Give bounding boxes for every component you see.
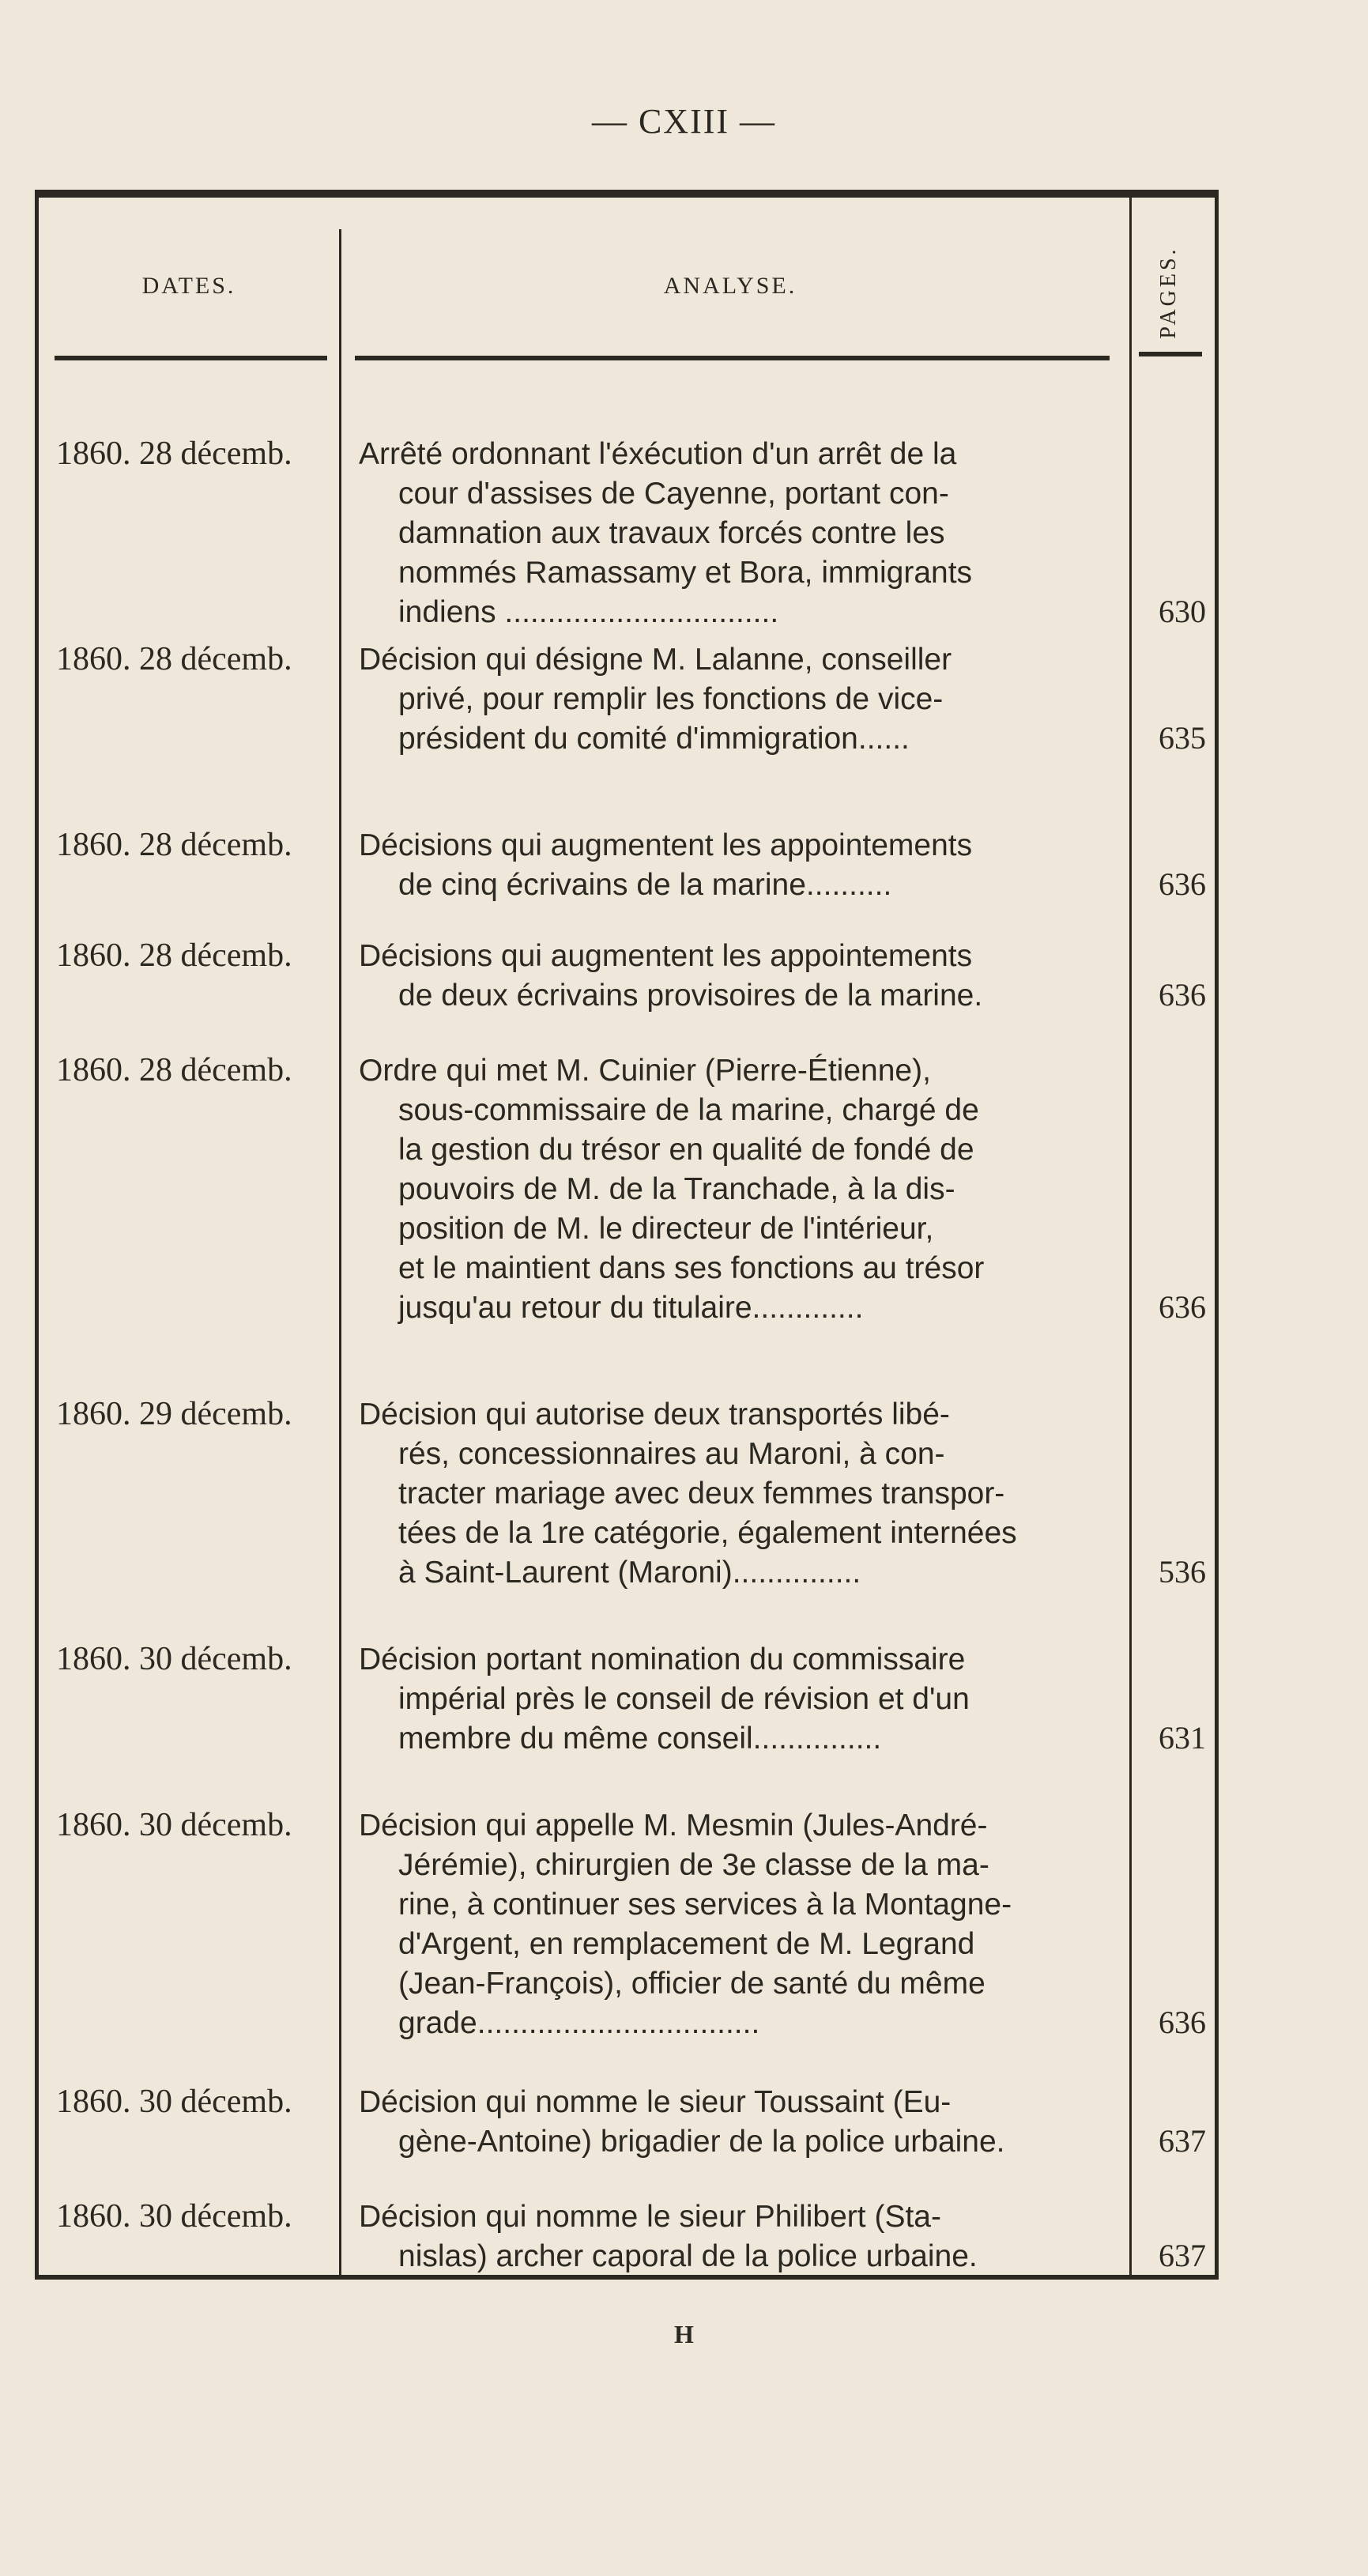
analysis-line: président du comité d'immigration...... (398, 722, 910, 756)
analysis-line: d'Argent, en remplacement de M. Legrand (398, 1927, 975, 1961)
analyse-header: ANALYSE. (663, 273, 797, 299)
entry-analysis (359, 2083, 1114, 2162)
analysis-line: Arrêté ordonnant l'éxécution d'un arrêt de la (359, 437, 957, 471)
entry-analysis (359, 1806, 1114, 2043)
analysis-line: grade................................. (398, 2006, 760, 2040)
analysis-line: impérial près le conseil de révision et d'un (398, 1682, 970, 1716)
entry-analysis (359, 1395, 1114, 1593)
analysis-line: et le maintient dans ses fonctions au trésor (398, 1251, 985, 1285)
entry-page-number: 636 (1159, 866, 1206, 902)
entry-analysis (359, 1640, 1114, 1759)
pages-header (1129, 217, 1208, 364)
analysis-line: position de M. le directeur de l'intérieur, (398, 1212, 934, 1246)
entry-page-number: 636 (1159, 977, 1206, 1013)
entry-page-number: 636 (1159, 1289, 1206, 1325)
analysis-line: de cinq écrivains de la marine.......... (398, 868, 892, 902)
analysis-line: Décision qui nomme le sieur Toussaint (Eu- (359, 2085, 952, 2119)
entry-date: 1860. 28 décemb. (56, 1052, 292, 1088)
dates-header-rule (55, 356, 327, 360)
analysis-line: membre du même conseil............... (398, 1722, 882, 1756)
entry-date: 1860. 28 décemb. (56, 436, 292, 472)
entry-page-number: 637 (1159, 2238, 1206, 2273)
entry-page-number: 536 (1159, 1554, 1206, 1590)
analysis-line: Décision portant nomination du commissaire (359, 1643, 966, 1676)
entry-date: 1860. 28 décemb. (56, 827, 292, 863)
entry-analysis (359, 2197, 1114, 2276)
entry-page-number: 631 (1159, 1720, 1206, 1756)
analysis-line: Décision qui appelle M. Mesmin (Jules-André- (359, 1808, 988, 1842)
analysis-line: rés, concessionnaires au Maroni, à con- (398, 1437, 945, 1471)
entry-analysis (359, 435, 1114, 632)
entry-page-number: 630 (1159, 594, 1206, 629)
entry-date: 1860. 28 décemb. (56, 937, 292, 974)
entry-analysis (359, 826, 1114, 905)
entry-date: 1860. 28 décemb. (56, 641, 292, 677)
entry-page-number: 635 (1159, 720, 1206, 756)
entry-date: 1860. 30 décemb. (56, 2198, 292, 2235)
analysis-line: tracter mariage avec deux femmes transpor- (398, 1477, 1005, 1511)
analysis-line: Jérémie), chirurgien de 3e classe de la ma- (398, 1848, 989, 1882)
analysis-line: tées de la 1re catégorie, également internées (398, 1516, 1017, 1550)
analysis-line: pouvoirs de M. de la Tranchade, à la dis- (398, 1172, 955, 1206)
analysis-line: Décision qui nomme le sieur Philibert (Sta- (359, 2200, 941, 2234)
entry-analysis (359, 1051, 1114, 1328)
dates-header: DATES. (141, 273, 236, 299)
pages-column-divider (1129, 198, 1132, 2275)
analysis-line: cour d'assises de Cayenne, portant con- (398, 477, 949, 511)
entry-analysis (359, 640, 1114, 759)
analysis-line: sous-commissaire de la marine, chargé de (398, 1093, 979, 1127)
entry-date: 1860. 30 décemb. (56, 1641, 292, 1677)
entry-date: 1860. 29 décemb. (56, 1396, 292, 1432)
pages-header-rule (1139, 352, 1202, 356)
entry-page-number: 637 (1159, 2123, 1206, 2159)
entry-date: 1860. 30 décemb. (56, 1807, 292, 1843)
analysis-line: indiens ................................ (398, 595, 779, 629)
analysis-line: nislas) archer caporal de la police urbaine. (398, 2239, 978, 2273)
pages-header-label: PAGES. (1156, 246, 1181, 339)
analysis-line: de deux écrivains provisoires de la marine. (398, 979, 983, 1013)
analysis-line: Ordre qui met M. Cuinier (Pierre-Étienne), (359, 1054, 931, 1088)
analyse-header-rule (355, 356, 1110, 360)
analysis-line: damnation aux travaux forcés contre les (398, 516, 945, 550)
page-number: — CXIII — (591, 102, 777, 141)
analysis-line: rine, à continuer ses services à la Montagne- (398, 1888, 1012, 1922)
entry-page-number: 636 (1159, 2005, 1206, 2040)
analysis-line: gène-Antoine) brigadier de la police urbaine. (398, 2125, 1005, 2159)
analysis-line: Décision qui autorise deux transportés libé- (359, 1397, 950, 1431)
analysis-line: Décisions qui augmentent les appointements (359, 828, 973, 862)
analysis-line: jusqu'au retour du titulaire............. (398, 1291, 864, 1325)
dates-column-divider (339, 229, 341, 2275)
entry-analysis (359, 937, 1114, 1016)
analysis-line: privé, pour remplir les fonctions de vice- (398, 682, 944, 716)
entry-date: 1860. 30 décemb. (56, 2084, 292, 2120)
analysis-line: Décisions qui augmentent les appointements (359, 939, 973, 973)
analysis-line: Décision qui désigne M. Lalanne, conseiller (359, 643, 952, 677)
analysis-line: nommés Ramassamy et Bora, immigrants (398, 556, 973, 590)
analysis-line: (Jean-François), officier de santé du même (398, 1967, 985, 2001)
signature-mark: H (674, 2320, 694, 2348)
analysis-line: la gestion du trésor en qualité de fondé de (398, 1133, 974, 1167)
register-table (35, 190, 1219, 2280)
analysis-line: à Saint-Laurent (Maroni)............... (398, 1556, 861, 1590)
